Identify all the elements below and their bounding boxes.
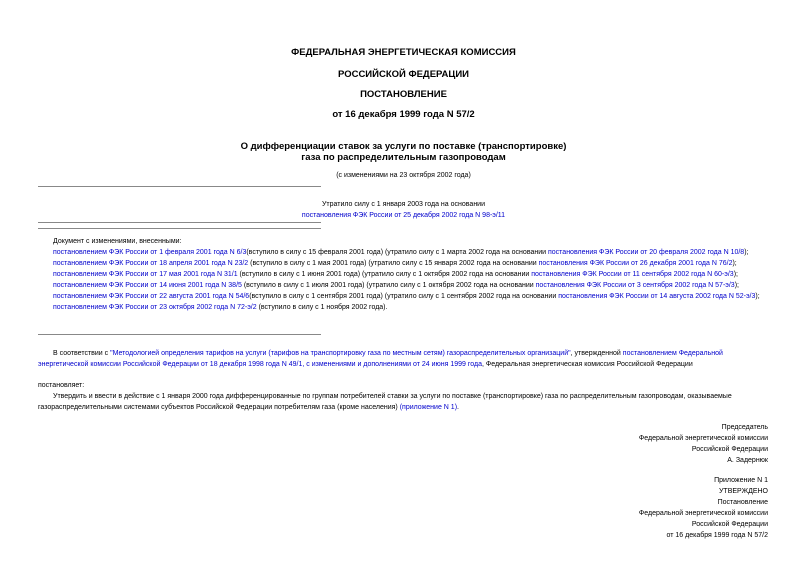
signature-name: А. Задернюк bbox=[727, 457, 768, 464]
change-link[interactable]: постановлением ФЭК России от 17 мая 2001 года N 31/1 bbox=[53, 271, 238, 278]
resolution-link[interactable]: постановлением Федеральной энергетической комиссии Российской Федерации от 18 декабря 1998 года N 49/1, с изменениями и дополнениями от 24 июня 1999 года bbox=[38, 350, 723, 368]
header-doc-type: ПОСТАНОВЛЕНИЕ bbox=[360, 89, 447, 100]
methodology-link[interactable]: "Методологией определения тарифов на услуги (тарифов на транспортировку газа по местным сетям) газораспределительных организаций" bbox=[110, 350, 571, 357]
change-item: постановлением ФЭК России от 22 августа 2001 года N 54/6(вступило в силу с 1 сентября 2001 года) (утратило силу с 1 сентября 2002 года на основании постановления ФЭК России от 14 августа 2002 года N 52-э/3); bbox=[53, 293, 760, 300]
signature-org-2: Российской Федерации bbox=[691, 446, 768, 453]
document-title-line-1: О дифференциации ставок за услуги по поставке (транспортировке) bbox=[240, 141, 567, 152]
header-country: РОССИЙСКОЙ ФЕДЕРАЦИИ bbox=[337, 69, 469, 80]
amendment-note: (с изменениями на 23 октября 2002 года) bbox=[336, 172, 471, 179]
resolves-label: постановляет: bbox=[38, 382, 85, 389]
change-item: постановлением ФЭК России от 17 мая 2001 года N 31/1 (вступило в силу с 1 июня 2001 года) (утратило силу с 1 октября 2002 года на основании постановления ФЭК России от 11 сентября 2002 года N 60-э/3); bbox=[53, 271, 738, 278]
divider bbox=[38, 222, 321, 223]
document-title-line-2: газа по распределительным газопроводам bbox=[301, 152, 506, 163]
changes-block bbox=[38, 236, 768, 313]
change-item: постановлением ФЭК России от 1 февраля 2001 года N 6/3(вступило в силу с 15 февраля 2001 года) (утратило силу с 1 марта 2002 года на основании постановления ФЭК России от 20 февраля 2002 года N 10/8); bbox=[53, 249, 749, 256]
change-item: постановлением ФЭК России от 14 июня 2001 года N 38/5 (вступило в силу с 1 июля 2001 года) (утратило силу с 1 октября 2002 года на основании постановления ФЭК России от 3 сентября 2002 года N 57-э/3); bbox=[53, 282, 739, 289]
change-link[interactable]: постановлением ФЭК России от 1 февраля 2001 года N 6/3 bbox=[53, 249, 247, 256]
signature-role: Председатель bbox=[721, 424, 768, 431]
operative-paragraph: Утвердить и ввести в действие с 1 января 2000 года дифференцированные по группам потребителей ставки за услуги по поставке (транспортировке) газа по распределительным газопроводам, оказываемые газораспределительными системами субъектов Российской Федерации потребителям газа (кроме населения) (приложение N 1). bbox=[38, 393, 732, 411]
appendix-org-2: Российской Федерации bbox=[691, 521, 768, 528]
appendix-by: Постановление bbox=[717, 499, 768, 506]
appendix-block bbox=[639, 475, 768, 541]
change-link[interactable]: постановления ФЭК России от 14 августа 2002 года N 52-э/3 bbox=[558, 293, 756, 300]
change-link[interactable]: постановлением ФЭК России от 18 апреля 2001 года N 23/2 bbox=[53, 260, 249, 267]
signature-org-1: Федеральной энергетической комиссии bbox=[638, 435, 768, 442]
change-link[interactable]: постановлением ФЭК России от 23 октября 2002 года N 72-э/2 bbox=[53, 304, 257, 311]
changes-intro: Документ с изменениями, внесенными: bbox=[53, 238, 182, 245]
change-link[interactable]: постановлением ФЭК России от 22 августа 2001 года N 54/6 bbox=[53, 293, 250, 300]
appendix-link[interactable]: (приложение N 1) bbox=[399, 404, 458, 411]
appendix-org-1: Федеральной энергетической комиссии bbox=[638, 510, 768, 517]
expired-link[interactable]: постановления ФЭК России от 25 декабря 2002 года N 98-э/11 bbox=[301, 212, 506, 219]
change-item: постановлением ФЭК России от 18 апреля 2001 года N 23/2 (вступило в силу с 1 мая 2001 года) (утратило силу с 15 января 2002 года на основании постановления ФЭК России от 26 декабря 2001 года N 76/2); bbox=[53, 260, 737, 267]
appendix-label: Приложение N 1 bbox=[714, 477, 768, 484]
change-link[interactable]: постановлением ФЭК России от 14 июня 2001 года N 38/5 bbox=[53, 282, 242, 289]
divider bbox=[38, 334, 321, 335]
change-item: постановлением ФЭК России от 23 октября 2002 года N 72-э/2 (вступило в силу с 1 ноября 2002 года). bbox=[53, 304, 388, 311]
signature-block bbox=[639, 422, 768, 466]
appendix-approved: УТВЕРЖДЕНО bbox=[718, 488, 768, 495]
change-link[interactable]: постановления ФЭК России от 20 февраля 2002 года N 10/8 bbox=[547, 249, 745, 256]
appendix-date: от 16 декабря 1999 года N 57/2 bbox=[666, 532, 768, 539]
divider bbox=[38, 186, 321, 187]
change-link[interactable]: постановления ФЭК России от 3 сентября 2002 года N 57-э/3 bbox=[535, 282, 735, 289]
expired-note: Утратило силу с 1 января 2003 года на основании bbox=[321, 201, 486, 208]
preamble-paragraph: В соответствии с "Методологией определения тарифов на услуги (тарифов на транспортировку газа по местным сетям) газораспределительных организаций", утвержденной постановлением Федеральной энергетической комиссии Российской Федерации от 18 декабря 1998 года N 49/1, с изменениями и дополнениями от 24 июня 1999 года, Федеральная энергетическая комиссия Российской Федерации bbox=[38, 350, 723, 368]
change-link[interactable]: постановления ФЭК России от 11 сентября 2002 года N 60-э/3 bbox=[531, 271, 734, 278]
divider bbox=[38, 228, 321, 229]
header-date-number: от 16 декабря 1999 года N 57/2 bbox=[332, 109, 475, 120]
header-org: ФЕДЕРАЛЬНАЯ ЭНЕРГЕТИЧЕСКАЯ КОМИССИЯ bbox=[291, 47, 516, 58]
change-link[interactable]: постановления ФЭК России от 26 декабря 2001 года N 76/2 bbox=[538, 260, 733, 267]
